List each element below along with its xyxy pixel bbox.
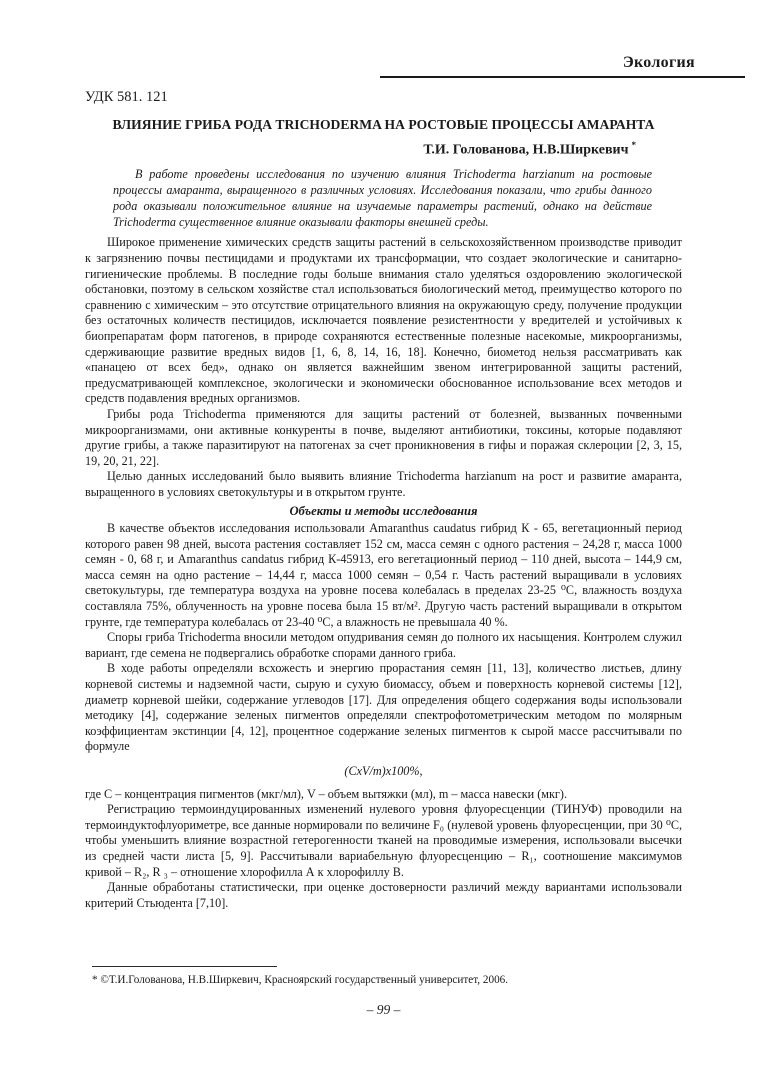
article-authors: [85, 140, 682, 159]
section-heading-methods: Объекты и методы исследования: [289, 504, 478, 519]
body-paragraph-2: Грибы рода Trichoderma применяются для защиты растений от болезней, вызванных почвенными микроорганизмами, они активные конкуренты в почве, выделяют антибиотики, токсины, которые подавляют другие грибы, а также паразитируют на патогенах за счет проникновения в гифы и поражая склероции [2, 3, 15, 19, 20, 21, 22].: [85, 406, 682, 468]
body-paragraph-8: Регистрацию термоиндуцированных изменений нулевого уровня флуоресценции (ТИНУФ) проводили на термоиндуктофлуориметре, все данные нормировали по величине F₀ (нулевой уровень флуоресценции, при 30 ⁰С, чтобы уменьшить влияние возрастной гетерогенности тканей на проводимые измерения, использовали высечки из средней части листа [5, 9]. Рассчитывали вариабельную флуоресценцию – R₁, соотношение максимумов кривой – R₂, R ₃ – отношение хлорофилла А к хлорофиллу В.: [85, 802, 682, 879]
body-paragraph-7-formula-legend: где С – концентрация пигментов (мкг/мл), V – объем вытяжки (мл), m – масса навески (мкг).: [85, 786, 568, 801]
article-body: [85, 166, 682, 911]
page-number: – 99 –: [366, 1002, 401, 1017]
body-paragraph-6: В ходе работы определяли всхожесть и энергию прорастания семян [11, 13], количество листьев, длину корневой системы и надземной части, сырую и сухую биомассу, объем и поверхность корневой системы [12], диаметр корневой шейки, содержание углеводов [17]. Для определения общего содержания воды использовали методику [4], содержание зеленых пигментов определяли спектрофотометрическим методом по молярным коэффициентам экстинции [4, 12], процентное содержание зеленых пигментов к сырой массе рассчитывали по формуле: [85, 661, 682, 754]
journal-section-label: Экология: [622, 54, 695, 71]
udc-code: УДК 581. 121: [85, 89, 168, 105]
article-title: ВЛИЯНИЕ ГРИБА РОДА TRICHODERMA НА РОСТОВЫЕ ПРОЦЕССЫ АМАРАНТА: [112, 117, 655, 132]
formula: (CxV/m)x100%,: [344, 763, 423, 778]
authors-footnote-mark: *: [631, 140, 636, 150]
running-header: [380, 54, 745, 78]
body-paragraph-3: Целью данных исследований было выявить влияние Trichoderma harzianum на рост и развитие амаранта, выращенного в условиях светокультуры и в открытом грунте.: [85, 469, 682, 499]
authors-names: Т.И. Голованова, Н.В.Ширкевич: [423, 142, 629, 158]
body-paragraph-4: В качестве объектов исследования использовали Amaranthus caudatus гибрид К - 65, вегетационный период которого равен 98 дней, высота растения составляет 152 см, масса семян с одного растения – 24,28 г, масса 1000 семян - 0, 68 г, и Amaranthus candatus гибрид К-45913, его вегетационный период – 110 дней, высота – 144,9 см, масса семян на одно растение – 14,44 г, масса 1000 семян – 0,54 г. Часть растений выращивали в условиях светокультуры, где температура воздуха на уровне посева колебалась в пределах 23-25 ⁰С, влажность воздуха составляла 75%, облученность на уровне посева была 15 вт/м². Другую часть растений выращивали в открытом грунте, где температура колебалась от 23-40 ⁰С, а влажность не превышала 40 %.: [85, 521, 682, 629]
body-paragraph-1: Широкое применение химических средств защиты растений в сельскохозяйственном производстве приводит к загрязнению почвы пестицидами и продуктами их трансформации, что создает экологические и санитарно-гигиенические проблемы. В последние годы больше внимания стало уделяться оздоровлению экологической обстановки, поэтому в сельском хозяйстве стал использоваться биологический метод, преимущество которого по сравнению с химическим – это отсутствие отрицательного влияния на окружающую среду, получение продукции без остаточных количеств пестицидов, исключается появление резистентности у вредителей и устойчивых к биопрепаратам форм патогенов, в природе сохраняются естественные полезные насекомые, микроорганизмы, сдерживающие развитие вредных видов [1, 6, 8, 14, 16, 18]. Конечно, биометод нельзя рассматривать как «панацею от всех бед», однако он является важнейшим звеном интегрированной защиты растений, предусматривающей комплексное, экологически и экономически обоснованное использование всех методов и средств подавления вредных организмов.: [85, 235, 682, 406]
footnote: * ©Т.И.Голованова, Н.В.Ширкевич, Красноярский государственный университет, 2006.: [92, 974, 509, 986]
body-paragraph-9: Данные обработаны статистически, при оценке достоверности различий между вариантами использовали критерий Стьюдента [7,10].: [85, 880, 682, 910]
body-paragraph-5: Споры гриба Trichoderma вносили методом опудривания семян до полного их насыщения. Контролем служил вариант, где семена не подвергались обработке спорами данного гриба.: [85, 630, 682, 660]
abstract: В работе проведены исследования по изучению влияния Trichoderma harzianum на ростовые процессы амаранта, выращенного в различных условиях. Исследования показали, что грибы данного рода оказывали положительное влияние на изучаемые параметры растений, однако на действие Trichoderma существенное влияние оказывали факторы внешней среды.: [113, 167, 652, 230]
footnote-separator: [92, 966, 277, 967]
